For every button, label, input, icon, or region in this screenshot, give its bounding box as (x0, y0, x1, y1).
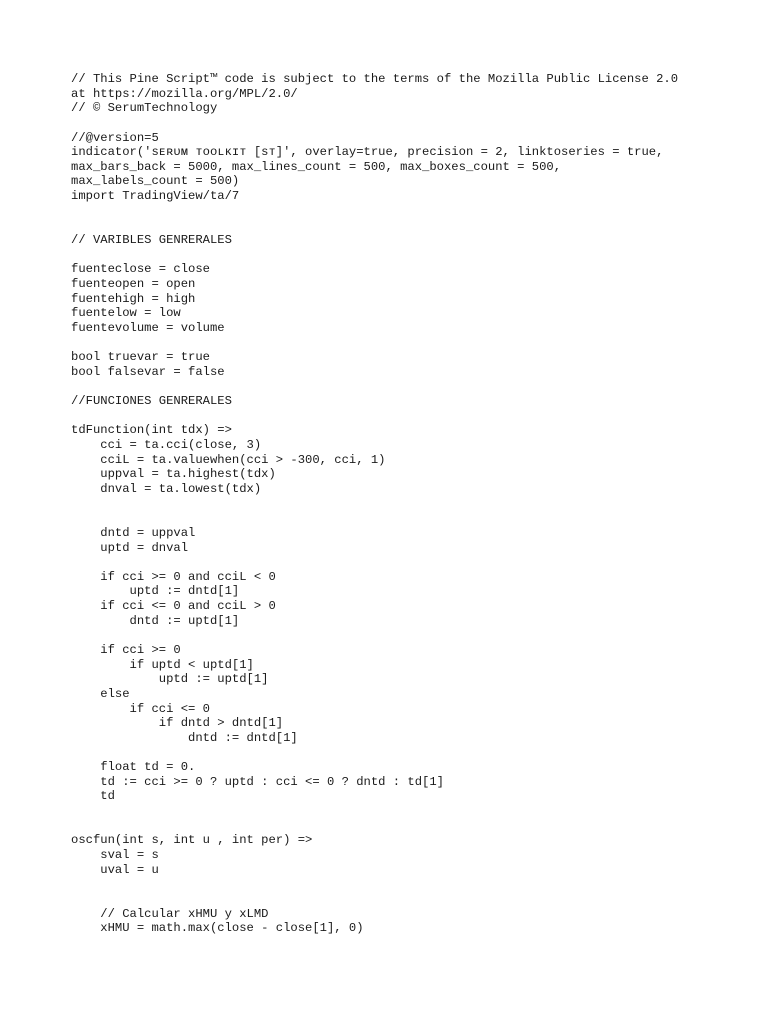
code-line: bool falsevar = false (71, 364, 225, 379)
code-line (71, 628, 751, 643)
code-line (71, 409, 751, 424)
code-line: xHMU = math.max(close - close[1], 0) (71, 921, 364, 936)
code-line: import TradingView/ta/7 (71, 189, 240, 204)
code-line: fuentevolume = volume (71, 320, 225, 335)
code-line: //@version=5 (71, 130, 159, 145)
code-line (71, 804, 751, 819)
code-line: td (71, 789, 115, 804)
code-line (71, 511, 751, 526)
code-line: max_bars_back = 5000, max_lines_count = 500, max_boxes_count = 500, (71, 159, 562, 174)
code-line: if dntd > dntd[1] (71, 716, 284, 731)
code-line (71, 204, 751, 219)
code-line: uptd = dnval (71, 540, 189, 555)
code-line (71, 116, 751, 131)
code-line: uppval = ta.highest(tdx) (71, 467, 276, 482)
code-line (71, 555, 751, 570)
code-line: max_labels_count = 500) (71, 174, 240, 189)
code-line (71, 892, 751, 907)
code-line: // Calcular xHMU y xLMD (71, 906, 269, 921)
code-line: fuentelow = low (71, 306, 181, 321)
code-line: if uptd < uptd[1] (71, 657, 254, 672)
code-line: oscfun(int s, int u , int per) => (71, 833, 313, 848)
code-line: fuentehigh = high (71, 291, 196, 306)
code-line (71, 379, 751, 394)
code-line: dntd = uppval (71, 525, 196, 540)
code-line: fuenteclose = close (71, 262, 210, 277)
code-line: if cci <= 0 and cciL > 0 (71, 599, 276, 614)
code-line: cciL = ta.valuewhen(cci > -300, cci, 1) (71, 452, 386, 467)
code-line: if cci >= 0 (71, 642, 181, 657)
code-line: tdFunction(int tdx) => (71, 423, 232, 438)
code-line: fuenteopen = open (71, 276, 196, 291)
code-line: uptd := dntd[1] (71, 584, 240, 599)
code-line: // This Pine Script™ code is subject to the terms of the Mozilla Public License 2.0 (71, 72, 679, 86)
code-line: dntd := dntd[1] (71, 730, 298, 745)
code-line (71, 877, 751, 892)
code-line: indicator('ѕᴇʀᴜᴍ ᴛᴏᴏʟᴋɪᴛ [ѕᴛ]', overlay=true, precision = 2, linktoseries = true, (71, 145, 664, 160)
code-line: uval = u (71, 862, 159, 877)
code-line: // © SerumTechnology (71, 101, 218, 116)
code-line: float td = 0. (71, 760, 196, 775)
code-line: //FUNCIONES GENRERALES (71, 394, 232, 409)
code-line (71, 745, 751, 760)
code-line (71, 336, 751, 351)
code-line: uptd := uptd[1] (71, 672, 269, 687)
code-line: sval = s (71, 847, 159, 862)
code-line: cci = ta.cci(close, 3) (71, 438, 262, 453)
code-line (71, 497, 751, 512)
code-line: bool truevar = true (71, 350, 210, 365)
code-line: else (71, 686, 130, 701)
code-line: dnval = ta.lowest(tdx) (71, 481, 262, 496)
code-line (71, 819, 751, 834)
code-block (71, 72, 751, 936)
code-line: if cci <= 0 (71, 701, 210, 716)
code-line: if cci >= 0 and cciL < 0 (71, 569, 276, 584)
code-line: at https://mozilla.org/MPL/2.0/ (71, 86, 298, 101)
code-line (71, 248, 751, 263)
code-line: td := cci >= 0 ? uptd : cci <= 0 ? dntd : td[1] (71, 774, 444, 789)
code-line: dntd := uptd[1] (71, 613, 240, 628)
code-line: // VARIBLES GENRERALES (71, 233, 232, 248)
code-line (71, 218, 751, 233)
